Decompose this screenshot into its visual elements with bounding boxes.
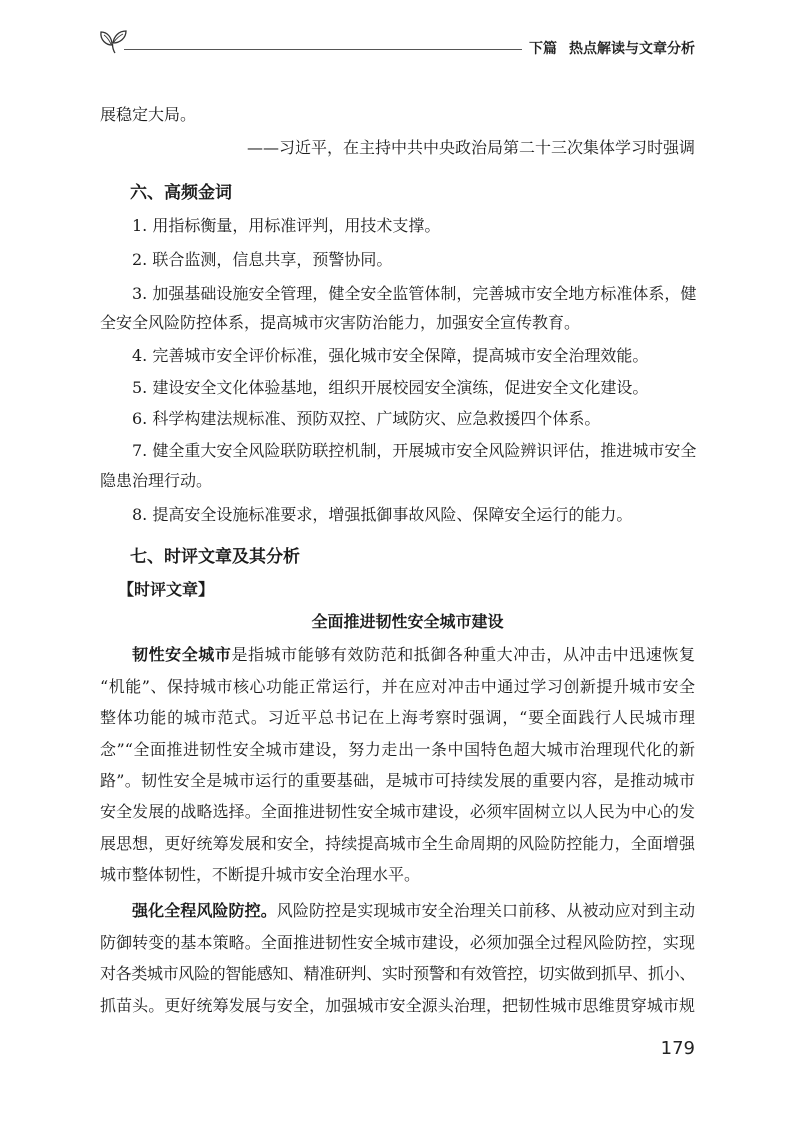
paragraph-line: 展思想，更好统筹发展和安全，持续提高城市全生命周期的风险防控能力，全面增强 [100, 834, 695, 853]
keyword-item-3-cont: 全安全风险防控体系，提高城市灾害防治能力，加强安全宣传教育。 [100, 313, 581, 332]
paragraph-line: 对各类城市风险的智能感知、精准研判、实时预警和有效管控，切实做到抓早、抓小、 [100, 964, 695, 983]
paragraph-line: 安全发展的战略选择。全面推进韧性安全城市建设，必须牢固树立以人民为中心的发 [100, 802, 695, 821]
keyword-item-7-cont: 隐患治理行动。 [100, 471, 213, 490]
paragraph-line [132, 899, 695, 923]
keyword-item-5: 5. 建设安全文化体验基地，组织开展校园安全演练，促进安全文化建设。 [132, 378, 649, 397]
keyword-item-3: 3. 加强基础设施安全管理，健全安全监管体制，完善城市安全地方标准体系，健 [132, 284, 697, 303]
paragraph-line [132, 643, 695, 667]
keyword-item-8: 8. 提高安全设施标准要求，增强抵御事故风险、保障安全运行的能力。 [132, 505, 633, 524]
sprout-icon [98, 25, 128, 55]
section-heading-commentary: 七、时评文章及其分析 [130, 547, 300, 567]
running-head-section: 下篇 [529, 41, 557, 57]
page-number: 179 [660, 1038, 695, 1059]
article-title: 全面推进韧性安全城市建设 [311, 612, 504, 631]
paragraph-lead: 韧性安全城市 [132, 645, 232, 664]
running-head [529, 39, 695, 59]
keyword-item-4: 4. 完善城市安全评价标准，强化城市安全保障，提高城市安全治理效能。 [132, 346, 649, 365]
running-head-title: 热点解读与文章分析 [569, 41, 695, 57]
paragraph-lead: 强化全程风险防控。 [132, 901, 277, 920]
paragraph-line: 整体功能的城市范式。习近平总书记在上海考察时强调，“要全面践行人民城市理 [100, 708, 695, 727]
article-label: 【时评文章】 [118, 580, 215, 599]
keyword-item-7: 7. 健全重大安全风险联防联控机制，开展城市安全风险辨识评估，推进城市安全 [132, 441, 697, 460]
paragraph-text: 是指城市能够有效防范和抵御各种重大冲击，从冲击中迅速恢复 [231, 645, 695, 664]
paragraph-line: 城市整体韧性，不断提升城市安全治理水平。 [100, 865, 421, 884]
keyword-item-2: 2. 联合监测，信息共享，预警协同。 [132, 250, 393, 269]
paragraph-line: 念”“全面推进韧性安全城市建设，努力走出一条中国特色超大城市治理现代化的新 [100, 740, 695, 759]
paragraph-line: 路”。韧性安全是城市运行的重要基础，是城市可持续发展的重要内容，是推动城市 [100, 771, 695, 790]
paragraph-line: “机能”、保持城市核心功能正常运行，并在应对冲击中通过学习创新提升城市安全 [100, 677, 695, 696]
continued-text: 展稳定大局。 [100, 105, 197, 124]
section-heading-keywords: 六、高频金词 [130, 183, 232, 203]
quote-attribution: ——习近平，在主持中共中央政治局第二十三次集体学习时强调 [246, 138, 695, 157]
keyword-item-6: 6. 科学构建法规标准、预防双控、广域防灾、应急救援四个体系。 [132, 409, 601, 428]
paragraph-line: 防御转变的基本策略。全面推进韧性安全城市建设，必须加强全过程风险防控，实现 [100, 933, 695, 952]
keyword-item-1: 1. 用指标衡量，用标准评判，用技术支撑。 [132, 216, 441, 235]
paragraph-line: 抓苗头。更好统筹发展与安全，加强城市安全源头治理，把韧性城市思维贯穿城市规 [100, 996, 695, 1015]
paragraph-text: 风险防控是实现城市安全治理关口前移、从被动应对到主动 [276, 901, 695, 920]
header-rule [124, 49, 522, 50]
